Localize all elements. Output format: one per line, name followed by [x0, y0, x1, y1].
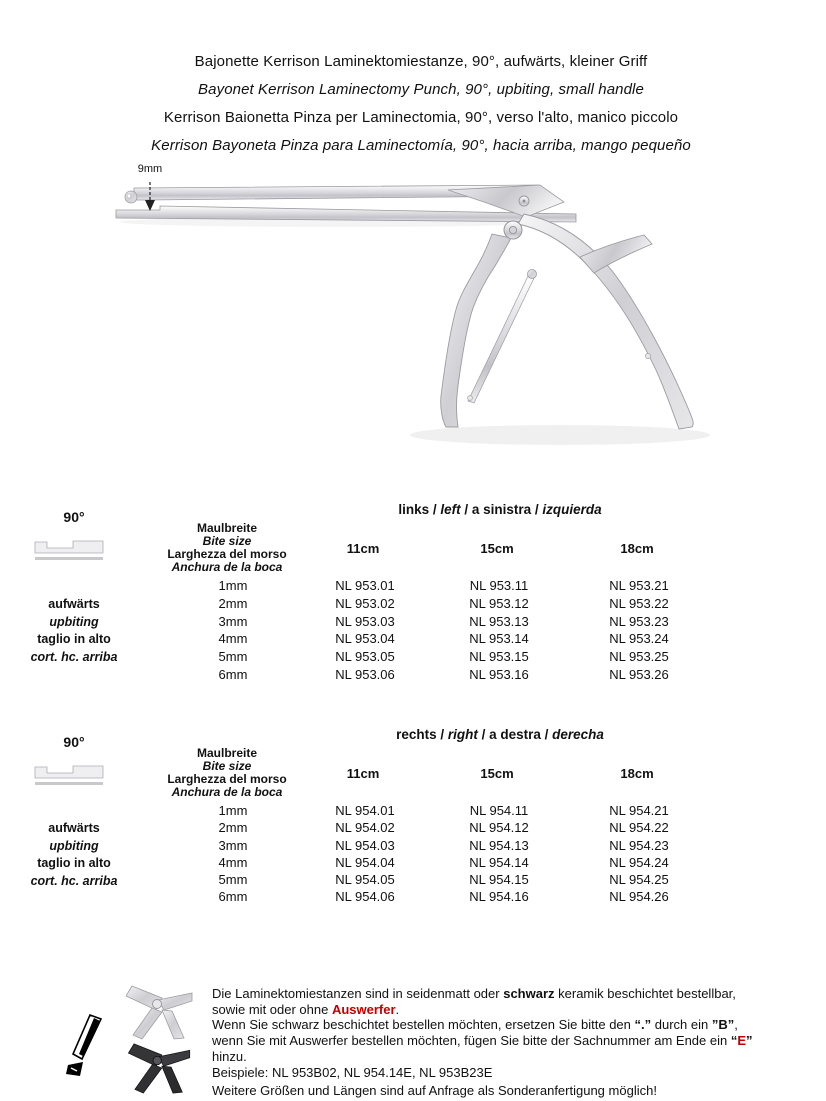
table-row: 5mm NL 954.05 NL 954.15 NL 954.25: [218, 872, 669, 888]
table-row: 6mm NL 953.06 NL 953.16 NL 953.26: [218, 666, 669, 682]
handle-pin: [645, 353, 650, 358]
part-number-rows: [0, 578, 826, 685]
note-line: sowie mit oder ohne Auswerfer.: [212, 1001, 400, 1017]
length-header-15cm: 15cm: [480, 541, 514, 556]
upper-screw-center: [523, 200, 526, 203]
table-row: 5mm NL 953.05 NL 953.15 NL 953.25: [218, 649, 669, 665]
length-header-18cm: 18cm: [620, 541, 654, 556]
angle-label: 90°: [63, 734, 85, 750]
matte-finish-handle-photo: [126, 984, 194, 1040]
side-heading: rechts / right / a destra / derecha: [396, 727, 604, 742]
title-it: Kerrison Baionetta Pinza per Laminectomia, 90°, verso l'alto, manico piccolo: [163, 109, 679, 126]
dimension-arrow-head: [145, 200, 155, 211]
table-row: 6mm NL 954.06 NL 954.16 NL 954.26: [218, 889, 669, 905]
table-row: 1mm NL 953.01 NL 953.11 NL 953.21: [218, 578, 669, 593]
auswerfer-highlight: Auswerfer: [331, 1001, 396, 1017]
title-en: Bayonet Kerrison Laminectomy Punch, 90°, upbiting, small handle: [198, 81, 644, 98]
length-header-11cm: 11cm: [346, 766, 380, 781]
foot-plate-notch: [127, 194, 131, 198]
thumb-rest: [580, 235, 652, 273]
table-row: 4mm NL 953.04 NL 953.14 NL 953.24: [218, 631, 669, 647]
handle-pin: [468, 396, 473, 401]
note-line: hinzu.: [212, 1048, 247, 1064]
e-suffix-highlight: E: [737, 1033, 747, 1049]
length-header-11cm: 11cm: [346, 541, 380, 556]
table-row: 2mm NL 953.02 NL 953.12 NL 953.22: [218, 595, 669, 611]
shadow: [410, 425, 710, 445]
punch-tip-profile-icon: [33, 539, 105, 567]
table-row: 2mm NL 954.02 NL 954.12 NL 954.22: [218, 820, 669, 836]
table-row: 1mm NL 954.01 NL 954.11 NL 954.21: [218, 803, 669, 818]
punch-tip-profile-icon: [33, 764, 105, 792]
black-ceramic-handle-photo: [126, 1042, 194, 1094]
title-de: Bajonette Kerrison Laminektomiestanze, 90°, aufwärts, kleiner Griff: [194, 53, 648, 70]
table-row: 3mm NL 954.03 NL 954.13 NL 954.23: [218, 837, 669, 853]
attention-exclamation-icon: [60, 1012, 112, 1084]
table-row: 3mm NL 953.03 NL 953.13 NL 953.23: [218, 613, 669, 629]
size-column-header: Maulbreite Bite size Larghezza del morso Anchura de la boca: [167, 521, 287, 574]
note-line: Die Laminektomiestanzen sind in seidenmatt oder schwarz keramik beschichtet bestellbar,: [212, 986, 736, 1001]
note-line: wenn Sie mit Auswerfer bestellen möchten, fügen Sie bitte der Sachnummer am Ende ein “E”: [212, 1033, 753, 1049]
side-heading: links / left / a sinistra / izquierda: [398, 502, 602, 517]
jaw-width-dimension-label: 9mm: [137, 163, 163, 175]
size-column-header: Maulbreite Bite size Larghezza del morso Anchura de la boca: [167, 746, 287, 799]
ordering-notes: [212, 986, 812, 1080]
title-es: Kerrison Bayoneta Pinza para Laminectomía, 90°, hacia arriba, mango pequeño: [151, 137, 691, 154]
custom-sizes-note: Weitere Größen und Längen sind auf Anfrage als Sonderanfertigung möglich!: [212, 1083, 657, 1098]
table-row: 4mm NL 954.04 NL 954.14 NL 954.24: [218, 854, 669, 870]
length-header-18cm: 18cm: [620, 766, 654, 781]
kerrison-punch-photo: [90, 160, 770, 460]
orientation-labels: aufwärts upbiting taglio in alto cort. hc. arriba: [30, 821, 118, 888]
part-number-rows: [0, 803, 826, 907]
pivot-screw-center: [509, 226, 516, 233]
examples-line: Beispiele: NL 953B02, NL 954.14E, NL 953B23E: [212, 1064, 493, 1080]
length-header-15cm: 15cm: [480, 766, 514, 781]
orientation-labels: aufwärts upbiting taglio in alto cort. hc. arriba: [30, 597, 118, 664]
angle-label: 90°: [63, 509, 85, 525]
spring-rod-ball: [528, 270, 537, 279]
note-line: Wenn Sie schwarz beschichtet bestellen möchten, ersetzen Sie bitte den “.” durch ein ”B”,: [212, 1017, 738, 1033]
